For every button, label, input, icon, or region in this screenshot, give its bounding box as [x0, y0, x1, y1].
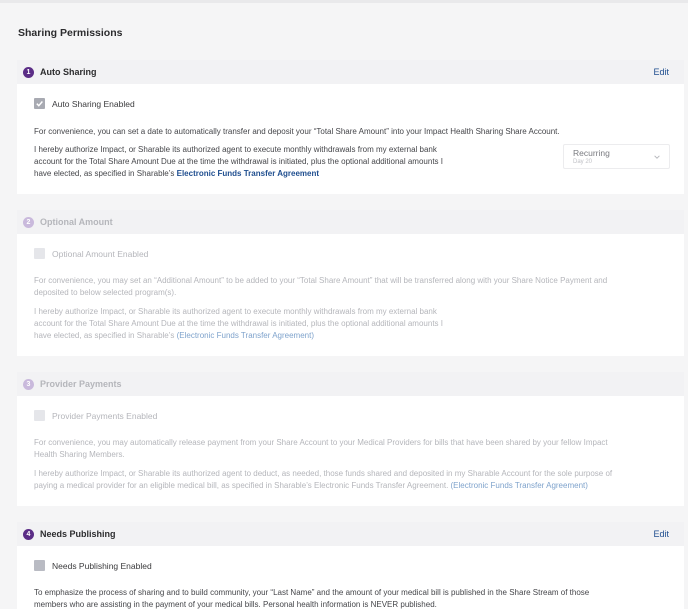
authorization-line-3: [34, 330, 443, 342]
step-number-badge: 4: [23, 529, 34, 540]
eft-agreement-link[interactable]: (Electronic Funds Transfer Agreement): [450, 481, 588, 490]
provider-payments-authorization: [34, 468, 612, 492]
auto-sharing-authorization: [34, 144, 443, 180]
checkbox-label: Optional Amount Enabled: [52, 248, 149, 259]
checkbox-label: Provider Payments Enabled: [52, 410, 158, 421]
auto-sharing-checkbox-row[interactable]: [34, 98, 135, 109]
section-header-needs-publishing: [17, 522, 684, 546]
optional-amount-authorization: [34, 306, 443, 342]
top-bar: [0, 0, 688, 3]
description-line-1: For convenience, you may set an “Additional Amount” to be added to your “Total Share Amount” that will be transferred along with your Share Notice Payment and: [34, 276, 608, 285]
needs-publishing-description: [34, 587, 589, 609]
authorization-line-3-text: have elected, as specified in Sharable’s: [34, 331, 177, 340]
select-value: Recurring: [573, 148, 610, 158]
section-title: Provider Payments: [40, 379, 122, 389]
checkbox-label: Auto Sharing Enabled: [52, 98, 135, 109]
authorization-line-2: account for the Total Share Amount Due at the time the withdrawal is initiated, plus the optional additional amounts I: [34, 157, 443, 166]
description-line-2: members who are assisting in the payment of your medical bills. Personal health information is NEVER published.: [34, 600, 437, 609]
authorization-line-3: [34, 168, 443, 180]
eft-agreement-link[interactable]: (Electronic Funds Transfer Agreement): [176, 331, 314, 340]
checkmark-icon: [35, 99, 44, 108]
section-body-needs-publishing: [17, 546, 684, 609]
step-number-badge: 3: [23, 379, 34, 390]
optional-amount-checkbox-row[interactable]: [34, 248, 148, 259]
section-body-auto-sharing: [17, 84, 684, 194]
auto-sharing-checkbox[interactable]: [34, 98, 45, 109]
select-subvalue: Day 20: [573, 159, 593, 165]
description-line-2: deposited to below selected program(s).: [34, 288, 177, 297]
section-header-provider-payments: [17, 372, 684, 396]
section-body-optional-amount: [17, 234, 684, 356]
section-title: Auto Sharing: [40, 67, 97, 77]
section-title: Optional Amount: [40, 217, 113, 227]
edit-needs-publishing-link[interactable]: Edit: [653, 529, 669, 539]
checkbox-label: Needs Publishing Enabled: [52, 560, 152, 571]
description-line-1: To emphasize the process of sharing and to build community, your “Last Name” and the amount of your medical bill is published in the Share Stream of those: [34, 588, 590, 597]
optional-amount-checkbox[interactable]: [34, 248, 45, 259]
page-title: Sharing Permissions: [18, 27, 123, 39]
authorization-line-2: account for the Total Share Amount Due at the time the withdrawal is initiated, plus the optional additional amounts I: [34, 319, 443, 328]
section-body-provider-payments: [17, 396, 684, 506]
authorization-line-3-text: have elected, as specified in Sharable’s: [34, 169, 177, 178]
section-header-auto-sharing: [17, 60, 684, 84]
step-number-badge: 1: [23, 67, 34, 78]
description-line-2: Health Sharing Members.: [34, 450, 125, 459]
provider-payments-checkbox[interactable]: [34, 410, 45, 421]
authorization-line-1: I hereby authorize Impact, or Sharable its authorized agent to execute monthly withdrawals from my external bank: [34, 307, 437, 316]
edit-auto-sharing-link[interactable]: Edit: [653, 67, 669, 77]
description-line-1: For convenience, you may automatically release payment from your Share Account to your Medical Providers for bills that have been shared by your fellow Impact: [34, 438, 608, 447]
needs-publishing-checkbox[interactable]: [34, 560, 45, 571]
auto-sharing-description: For convenience, you can set a date to automatically transfer and deposit your “Total Share Amount” into your Impact Health Sharing Share Account.: [34, 127, 560, 136]
needs-publishing-checkbox-row[interactable]: [34, 560, 152, 571]
chevron-down-icon: [653, 153, 661, 161]
provider-payments-checkbox-row[interactable]: [34, 410, 157, 421]
section-header-optional-amount: [17, 210, 684, 234]
section-title: Needs Publishing: [40, 529, 116, 539]
authorization-line-1: I hereby authorize Impact, or Sharable its authorized agent to deduct, as needed, those funds shared and deposited in my Sharable Account for the sole purpose of: [34, 469, 613, 478]
authorization-line-1: I hereby authorize Impact, or Sharable its authorized agent to execute monthly withdrawals from my external bank: [34, 145, 437, 154]
eft-agreement-link[interactable]: Electronic Funds Transfer Agreement: [176, 169, 320, 178]
authorization-line-2-text: paying a medical provider for an eligible medical bill, as specified in Sharable’s Electronic Funds Transfer Agreement.: [34, 481, 451, 490]
provider-payments-description: [34, 437, 608, 461]
authorization-line-2: [34, 480, 612, 492]
step-number-badge: 2: [23, 217, 34, 228]
recurring-select[interactable]: [563, 144, 670, 169]
optional-amount-description: [34, 275, 607, 299]
